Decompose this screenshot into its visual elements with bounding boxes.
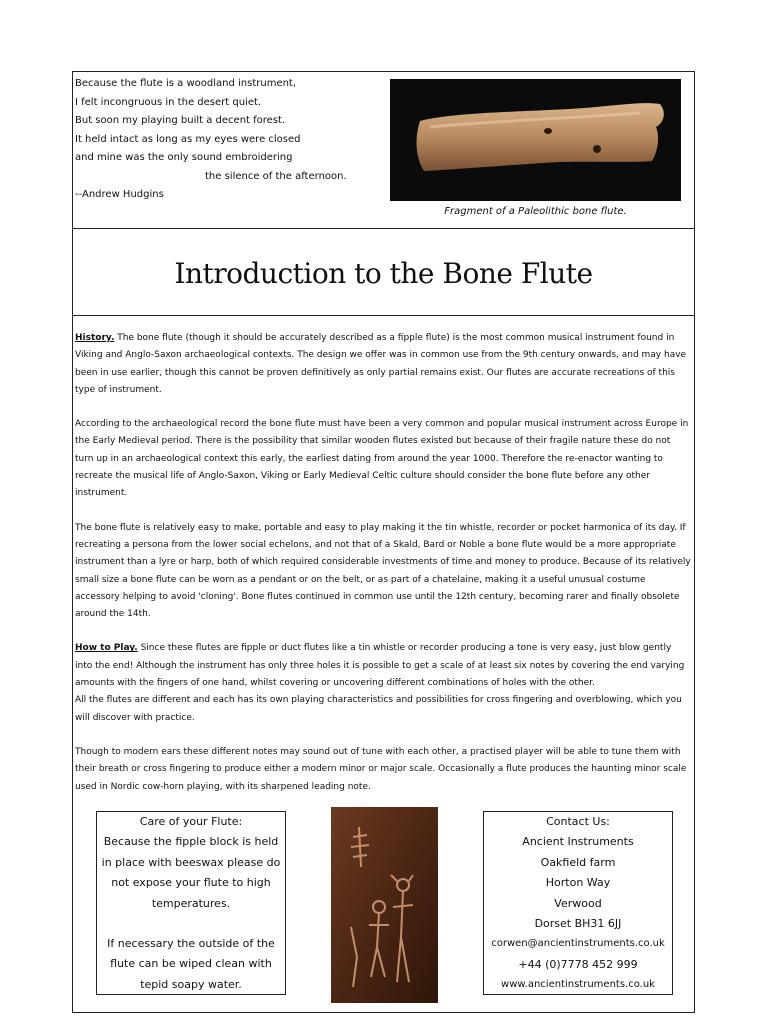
contact-heading: Contact Us: <box>546 815 610 828</box>
page-title: Introduction to the Bone Flute <box>174 257 593 290</box>
contact-address-line: Horton Way <box>545 876 611 890</box>
poem-line: It held intact as long as my eyes were closed <box>75 133 301 145</box>
poem-line: the silence of the afternoon. <box>205 170 347 182</box>
contact-phone: +44 (0)7778 452 999 <box>518 957 638 971</box>
easy-paragraph: The bone flute is relatively easy to make, portable and easy to play making it the tin whistle, recorder or pocket harmonica of its day. If recreating a persona from the lower social echelons, and not that of a Skald, Bard or Noble a bone flute would be a more appropriate instrument than a lyre or harp, both of which required considerable investments of time and money to produce. Because of its relatively small size a bone flute can be worn as a pendant or on the belt, or as part of a chatelaine, making it a useful unusual costume accessory helping to avoid 'cloning'. Bone flutes continued in common use until the 12th century, becoming rarer and finally obsolete around the 14th. <box>75 522 691 620</box>
rock-art-image <box>331 807 438 1003</box>
bone-flute-image <box>390 79 681 201</box>
poem <box>75 75 395 205</box>
contact-box <box>483 811 673 995</box>
poem-line: Because the flute is a woodland instrument, <box>75 78 297 89</box>
contact-email[interactable]: corwen@ancientinstruments.co.uk <box>491 938 665 950</box>
rock-art-svg <box>331 807 438 1003</box>
history-text: The bone flute (though it should be accurately described as a fipple flute) is the most common musical instrument found in Viking and Anglo-Saxon archaeological contexts. The design we offer was in common use from the 9th century onwards, and may have been in use earlier, though this cannot be proven definitively as only partial remains exist. Our flutes are accurate recreations of this type of instrument. <box>75 333 687 395</box>
poem-line: But soon my playing built a decent forest. <box>75 115 286 126</box>
contact-company: Ancient Instruments <box>522 835 634 849</box>
bone-flute-photo <box>390 79 681 201</box>
play-text: Since these flutes are fipple or duct flutes like a tin whistle or recorder producing a tone is very easy, just blow gently into the end! Although the instrument has only three holes it is possible to get a scale of at least six notes by covering the end varying amounts with the fingers of one hand, whilst covering or uncovering different combinations of holes with the other. <box>75 643 685 689</box>
tune-paragraph: Though to modern ears these different notes may sound out of tune with each other, a practised player will be able to tune them with their breath or cross fingering to produce either a modern minor or major scale. Occasionally a flute produces the haunting minor scale used in Nordic cow-horn playing, with its sharpened leading note. <box>75 746 687 792</box>
contact-website[interactable]: www.ancientinstruments.co.uk <box>501 979 655 991</box>
care-heading: Care of your Flute: <box>139 815 243 828</box>
play-heading: How to Play. <box>75 643 138 654</box>
play-paragraph <box>75 640 691 692</box>
contact-address-line: Verwood <box>554 896 602 910</box>
different-paragraph: All the flutes are different and each has its own playing characteristics and possibilities for cross fingering and overblowing, which you will discover with practice. <box>75 695 682 723</box>
care-text-1: Because the fipple block is held in place with beeswax please do not expose your flute to high temperatures. <box>101 835 281 910</box>
photo-caption: Fragment of a Paleolithic bone flute. <box>444 206 627 217</box>
history-paragraph <box>75 330 691 399</box>
contact-address-line: Oakfield farm <box>540 855 616 869</box>
care-box <box>96 811 286 995</box>
poem-line: and mine was the only sound embroidering <box>75 152 293 163</box>
poem-line: I felt incongruous in the desert quiet. <box>75 96 262 108</box>
poem-attribution: --Andrew Hudgins <box>75 189 164 200</box>
title-box <box>72 228 695 316</box>
body-text <box>75 330 691 813</box>
record-paragraph: According to the archaeological record the bone flute must have been a very common and popular musical instrument across Europe in the Early Medieval period. There is the possibility that similar wooden flutes existed but because of their fragile nature these do not turn up in an archaeological context this early, the earliest dating from around the year 1000. Therefore the re-enactor wanting to recreate the musical life of Anglo-Saxon, Viking or Early Medieval Celtic culture should consider the bone flute before any other instrument. <box>75 419 689 499</box>
contact-address-line: Dorset BH31 6JJ <box>534 917 622 931</box>
care-text-2: If necessary the outside of the flute can be wiped clean with tepid soapy water. <box>107 937 275 991</box>
history-heading: History. <box>75 333 115 343</box>
